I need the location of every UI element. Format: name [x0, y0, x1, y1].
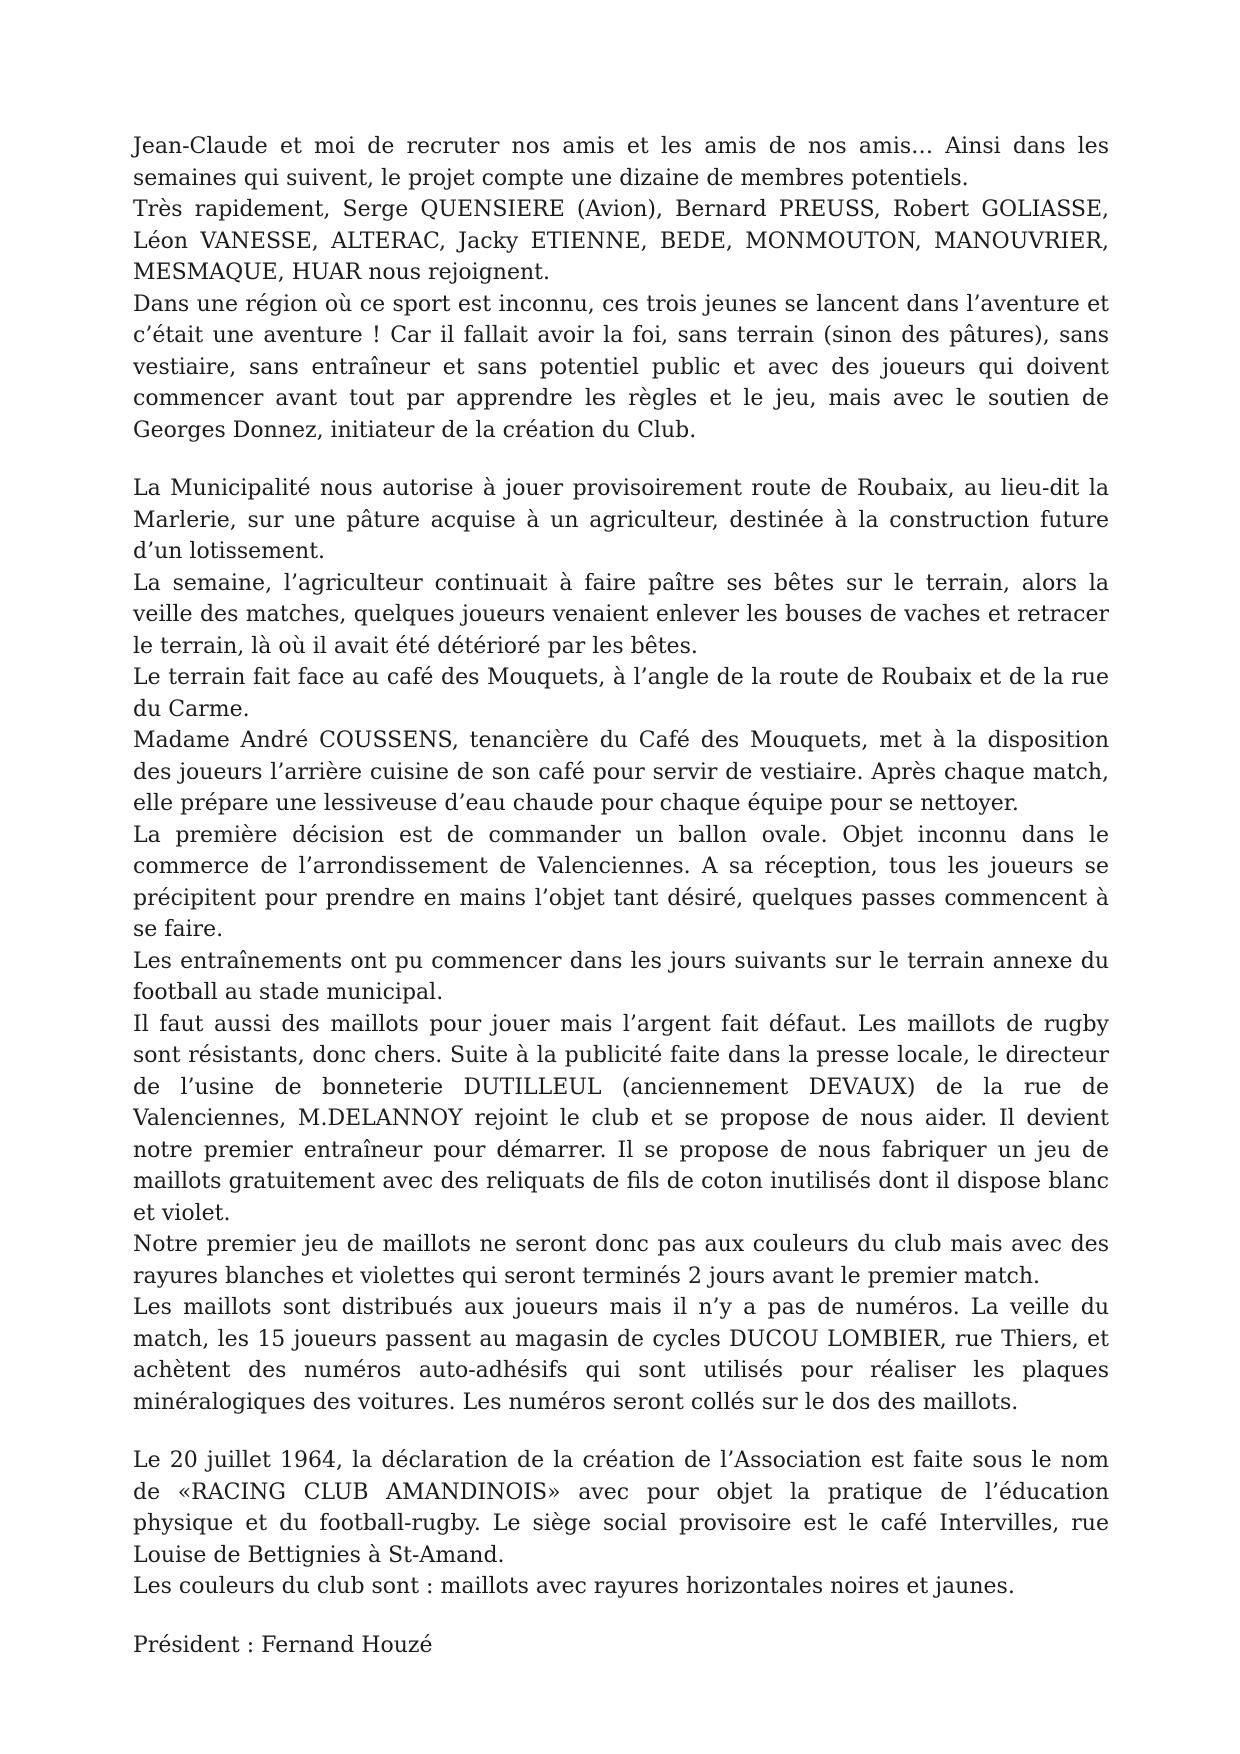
paragraph-association-declaration: Le 20 juillet 1964, la déclaration de la création de l’Association est faite sous le nom de «RACING CLUB AMANDINOIS» avec pour objet la pratique de l’éducation physique et du football-rugby. Le siège social provisoire est le café Intervilles, rue Louise de Bettignies à St-Amand. [133, 1448, 1109, 1568]
paragraph-field-location: Le terrain fait face au café des Mouquets, à l’angle de la route de Roubaix et de la rue du Carme. [133, 665, 1109, 722]
paragraph-president: Président : Fernand Houzé [133, 1632, 433, 1658]
paragraph-municipality-field: La Municipalité nous autorise à jouer provisoirement route de Roubaix, au lieu-dit la Marlerie, sur une pâture acquise à un agriculteur, destinée à la construction future d’un lotissement. [133, 476, 1109, 564]
paragraph-club-colors: Les couleurs du club sont : maillots avec rayures horizontales noires et jaunes. [133, 1574, 1015, 1599]
paragraph-jersey-numbers: Les maillots sont distribués aux joueurs mais il n’y a pas de numéros. La veille du match, les 15 joueurs passent au magasin de cycles DUCOU LOMBIER, rue Thiers, et achètent des numéros auto-adhésifs qui sont utilisés pour réaliser les plaques minéralogiques des voitures. Les numéros seront collés sur le dos des maillots. [133, 1295, 1109, 1415]
paragraph-founding-members: Très rapidement, Serge QUENSIERE (Avion), Bernard PREUSS, Robert GOLIASSE, Léon VANESSE, ALTERAC, Jacky ETIENNE, BEDE, MONMOUTON, MANOUVRIER, MESMAQUE, HUAR nous rejoignent. [133, 197, 1109, 285]
paragraph-recruitment: Jean-Claude et moi de recruter nos amis et les amis de nos amis… Ainsi dans les semaines qui suivent, le projet compte une dizaine de membres potentiels. [133, 134, 1109, 191]
paragraph-trainings: Les entraînements ont pu commencer dans les jours suivants sur le terrain annexe du football au stade municipal. [133, 948, 1109, 1005]
paragraph-farmer-cattle: La semaine, l’agriculteur continuait à faire paître ses bêtes sur le terrain, alors la veille des matches, quelques joueurs venaient enlever les bouses de vaches et retracer le terrain, là où il avait été détérioré par les bêtes. [133, 570, 1109, 659]
document-page [133, 131, 1109, 1661]
paragraph-jersey-colors: Notre premier jeu de maillots ne seront donc pas aux couleurs du club mais avec des rayures blanches et violettes qui seront terminés 2 jours avant le premier match. [133, 1232, 1109, 1289]
paragraph-jerseys-maker: Il faut aussi des maillots pour jouer mais l’argent fait défaut. Les maillots de rugby sont résistants, donc chers. Suite à la publicité faite dans la presse locale, le directeur de l’usine de bonneterie DUTILLEUL (anciennement DEVAUX) de la rue de Valenciennes, M.DELANNOY rejoint le club et se propose de nous aider. Il devient notre premier entraîneur pour démarrer. Il se propose de nous fabriquer un jeu de maillots gratuitement avec des reliquats de fils de coton inutilisés dont il dispose blanc et violet. [133, 1011, 1109, 1226]
paragraph-cafe-mouquets: Madame André COUSSENS, tenancière du Café des Mouquets, met à la disposition des joueurs l’arrière cuisine de son café pour servir de vestiaire. Après chaque match, elle prépare une lessiveuse d’eau chaude pour chaque équipe pour se nettoyer. [133, 728, 1109, 816]
paragraph-adventure: Dans une région où ce sport est inconnu, ces trois jeunes se lancent dans l’aventure et c’était une aventure ! Car il fallait avoir la foi, sans terrain (sinon des pâtures), sans vestiaire, sans entraîneur et sans potentiel public et avec des joueurs qui doivent commencer avant tout par apprendre les règles et le jeu, mais avec le soutien de Georges Donnez, initiateur de la création du Club. [133, 291, 1109, 443]
paragraph-first-ball: La première décision est de commander un ballon ovale. Objet inconnu dans le commerce de l’arrondissement de Valenciennes. A sa réception, tous les joueurs se précipitent pour prendre en mains l’objet tant désiré, quelques passes commencent à se faire. [133, 822, 1109, 942]
